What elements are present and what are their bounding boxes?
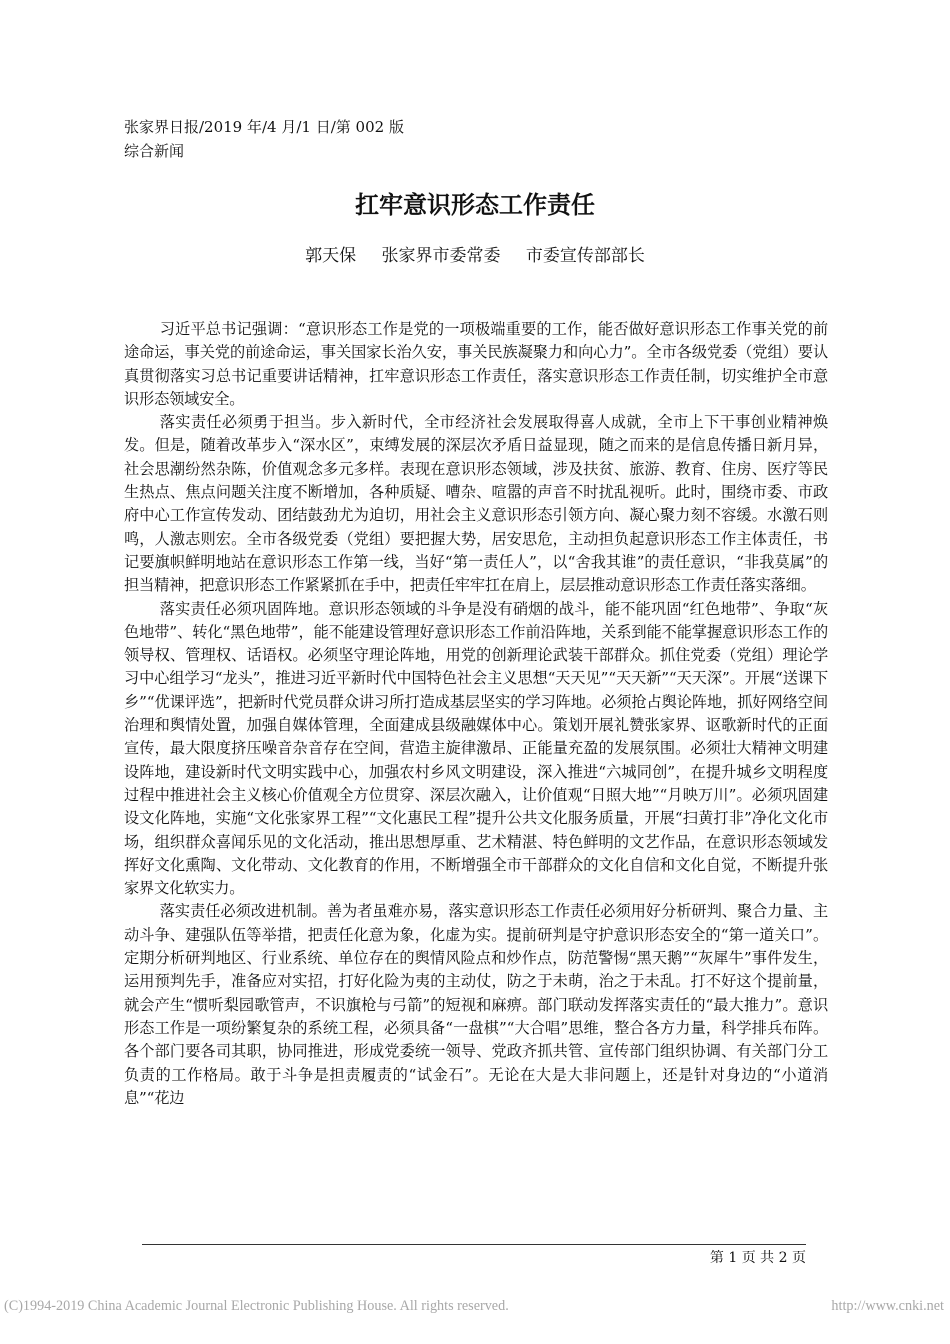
copyright-watermark [4,1296,944,1316]
paragraph: 落实责任必须改进机制。善为者虽难亦易，落实意识形态工作责任必须用好分析研判、聚合力量、主动斗争、建强队伍等举措，把责任化意为象，化虚为实。提前研判是守护意识形态安全的“第一道关口”。定期分析研判地区、行业系统、单位存在的舆情风险点和炒作点，防范警惕“黑天鹅”“灰犀牛”事件发生，运用预判先手，准备应对实招，打好化险为夷的主动仗，防之于未萌，治之于未乱。打不好这个提前量，就会产生“惯听梨园歌管声，不识旗枪与弓箭”的短视和麻痹。部门联动发挥落实责任的“最大推力”。意识形态工作是一项纷繁复杂的系统工程，必须具备“一盘棋”“大合唱”思维，整合各方力量，科学排兵布阵。各个部门要各司其职，协同推进，形成党委统一领导、党政齐抓共管、宣传部门组织协调、有关部门分工负责的工作格局。敢于斗争是担责履责的“试金石”。无论在大是大非问题上，还是针对身边的“小道消息”“花边 [124,902,828,1107]
paragraph: 习近平总书记强调：“意识形态工作是党的一项极端重要的工作，能否做好意识形态工作事关党的前途命运，事关党的前途命运，事关国家长治久安，事关民族凝聚力和向心力”。全市各级党委（党组）要认真贯彻落实习总书记重要讲话精神，扛牢意识形态工作责任，落实意识形态工作责任制，切实维护全市意识形态领域安全。 [124,320,828,408]
source-line: 张家界日报/2019 年/4 月/1 日/第 002 版 [124,118,404,136]
byline [0,243,950,269]
site-link[interactable]: http://www.cnki.net [831,1298,944,1314]
copyright-text: (C)1994-2019 China Academic Journal Electronic Publishing House. All rights reserved. [4,1298,509,1314]
page-indicator: 第 1 页 共 2 页 [709,1250,806,1266]
author-position-1: 张家界市委常委 [381,246,501,266]
section-label: 综合新闻 [124,142,185,160]
paragraph: 落实责任必须勇于担当。步入新时代，全市经济社会发展取得喜人成就，全市上下干事创业精神焕发。但是，随着改革步入“深水区”，束缚发展的深层次矛盾日益显现，随之而来的是信息传播日新月异，社会思潮纷然杂陈，价值观念多元多样。表现在意识形态领域，涉及扶贫、旅游、教育、住房、医疗等民生热点、焦点问题关注度不断增加，各种质疑、嘈杂、喧嚣的声音不时扰乱视听。此时，围绕市委、市政府中心工作宣传发动、团结鼓劲尤为迫切，用社会主义意识形态引领方向、凝心聚力刻不容缓。水激石则鸣，人激志则宏。全市各级党委（党组）要把握大势，居安思危，主动担负起意识形态工作主体责任，书记要旗帜鲜明地站在意识形态工作第一线，当好“第一责任人”，以“舍我其谁”的责任意识，“非我莫属”的担当精神，把意识形态工作紧紧抓在手中，把责任牢牢扛在肩上，层层推动意识形态工作责任落实落细。 [124,413,828,595]
author-name: 郭天保 [305,246,357,266]
author-position-2: 市委宣传部部长 [525,246,645,266]
footer-divider [142,1244,806,1245]
article-title: 扛牢意识形态工作责任 [355,191,595,219]
paragraph: 落实责任必须巩固阵地。意识形态领域的斗争是没有硝烟的战斗，能不能巩固“红色地带”、争取“灰色地带”、转化“黑色地带”，能不能建设管理好意识形态工作前沿阵地，关系到能不能掌握意识形态工作的领导权、管理权、话语权。必须坚守理论阵地，用党的创新理论武装干部群众。抓住党委（党组）理论学习中心组学习“龙头”，推进习近平新时代中国特色社会主义思想“天天见”“天天新”“天天深”。开展“送课下乡”“优课评选”，把新时代党员群众讲习所打造成基层坚实的学习阵地。必须抢占舆论阵地，抓好网络空间治理和舆情处置，加强自媒体管理，全面建成县级融媒体中心。策划开展礼赞张家界、讴歌新时代的正面宣传，最大限度挤压噪音杂音存在空间，营造主旋律激昂、正能量充盈的发展氛围。必须壮大精神文明建设阵地，建设新时代文明实践中心，加强农村乡风文明建设，深入推进“六城同创”，在提升城乡文明程度过程中推进社会主义核心价值观全方位贯穿、深层次融入，让价值观“日照大地”“月映万川”。必须巩固建设文化阵地，实施“文化张家界工程”“文化惠民工程”提升公共文化服务质量，开展“扫黄打非”净化文化市场，组织群众喜闻乐见的文化活动，推出思想厚重、艺术精湛、特色鲜明的文艺作品，在意识形态领域发挥好文化熏陶、文化带动、文化教育的作用，不断增强全市干部群众的文化自信和文化自觉，不断提升张家界文化软实力。 [124,599,828,898]
article-body [124,318,828,1110]
article-meta [124,115,404,163]
